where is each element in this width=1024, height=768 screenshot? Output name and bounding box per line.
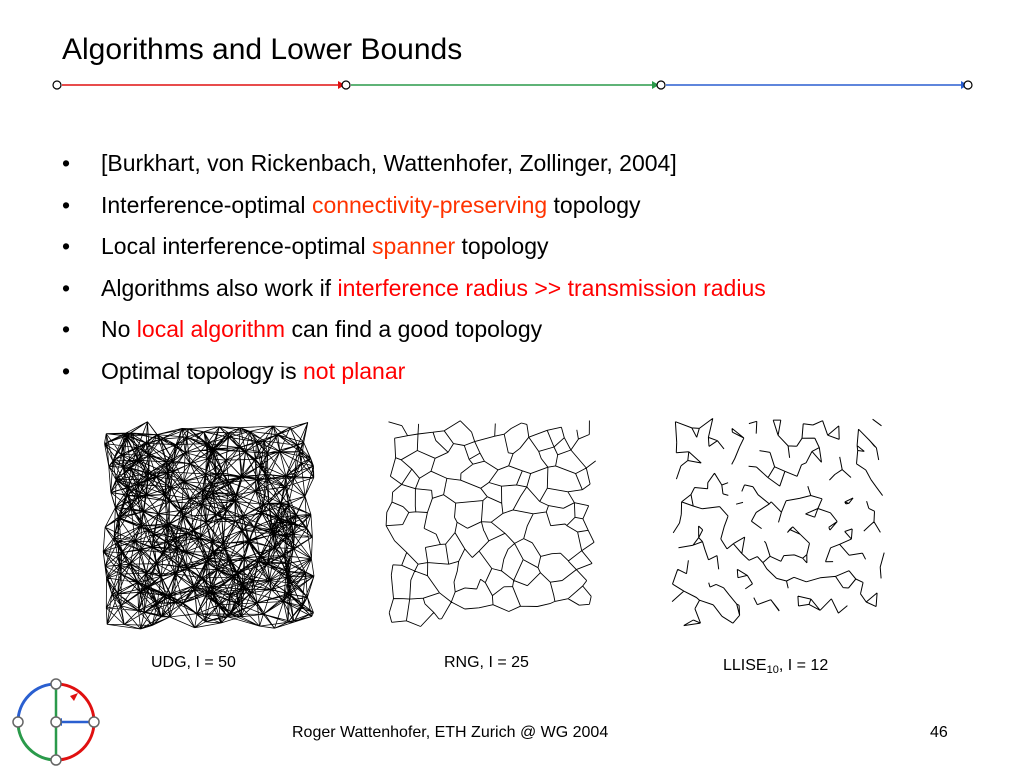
bullet-text: Local interference-optimal <box>101 233 373 259</box>
bullet-dot: • <box>62 233 71 259</box>
bullet-text: topology <box>547 191 641 218</box>
graph-edges <box>103 422 314 629</box>
bullet-item <box>62 143 766 185</box>
bullet-item <box>62 185 766 227</box>
bullet-item <box>62 226 766 268</box>
bullet-item <box>62 309 766 351</box>
page-number: 46 <box>930 724 948 741</box>
udg-caption: UDG, I = 50 <box>151 654 236 671</box>
udg-graph-image <box>100 418 320 634</box>
bullet-text: Algorithms also work if <box>101 274 338 301</box>
graph-edges <box>672 418 884 625</box>
bullet-dot: • <box>62 357 71 384</box>
bullet-dot: • <box>62 316 71 342</box>
llise-caption <box>723 656 828 676</box>
bullet-list <box>62 143 766 392</box>
rng-graph-image <box>382 416 602 634</box>
bullet-item <box>62 351 766 393</box>
bullet-dot: • <box>62 150 71 176</box>
slide-title: Algorithms and Lower Bounds <box>62 33 463 66</box>
bullet-text: topology <box>455 233 549 259</box>
bullet-text: Optimal topology is <box>101 357 303 384</box>
bullet-highlight: interference radius >> transmission radius <box>337 274 766 301</box>
bullet-highlight: local algorithm <box>136 316 286 342</box>
llise-caption-rest: , I = 12 <box>778 657 829 674</box>
bullet-dot: • <box>62 191 71 218</box>
bullet-item <box>62 268 766 310</box>
footer-text: Roger Wattenhofer, ETH Zurich @ WG 2004 <box>292 724 609 741</box>
bullet-text: can find a good topology <box>285 316 543 342</box>
rng-caption: RNG, I = 25 <box>444 654 529 671</box>
bullet-dot: • <box>62 274 71 301</box>
bullet-text: [Burkhart, von Rickenbach, Wattenhofer, Zollinger, 2004] <box>101 150 677 176</box>
bullet-text: No <box>101 316 137 342</box>
logo-icon <box>10 676 102 768</box>
bullet-highlight: not planar <box>302 357 406 384</box>
llise-graph-image <box>669 415 891 633</box>
bullet-text: Interference-optimal <box>101 191 312 218</box>
title-underline-arrows <box>0 0 1024 100</box>
graph-edges <box>386 421 596 627</box>
bullet-highlight: spanner <box>372 233 456 259</box>
bullet-highlight: connectivity-preserving <box>311 191 548 218</box>
llise-caption-subscript: 10 <box>766 664 779 676</box>
llise-caption-main: LLISE <box>723 657 767 674</box>
